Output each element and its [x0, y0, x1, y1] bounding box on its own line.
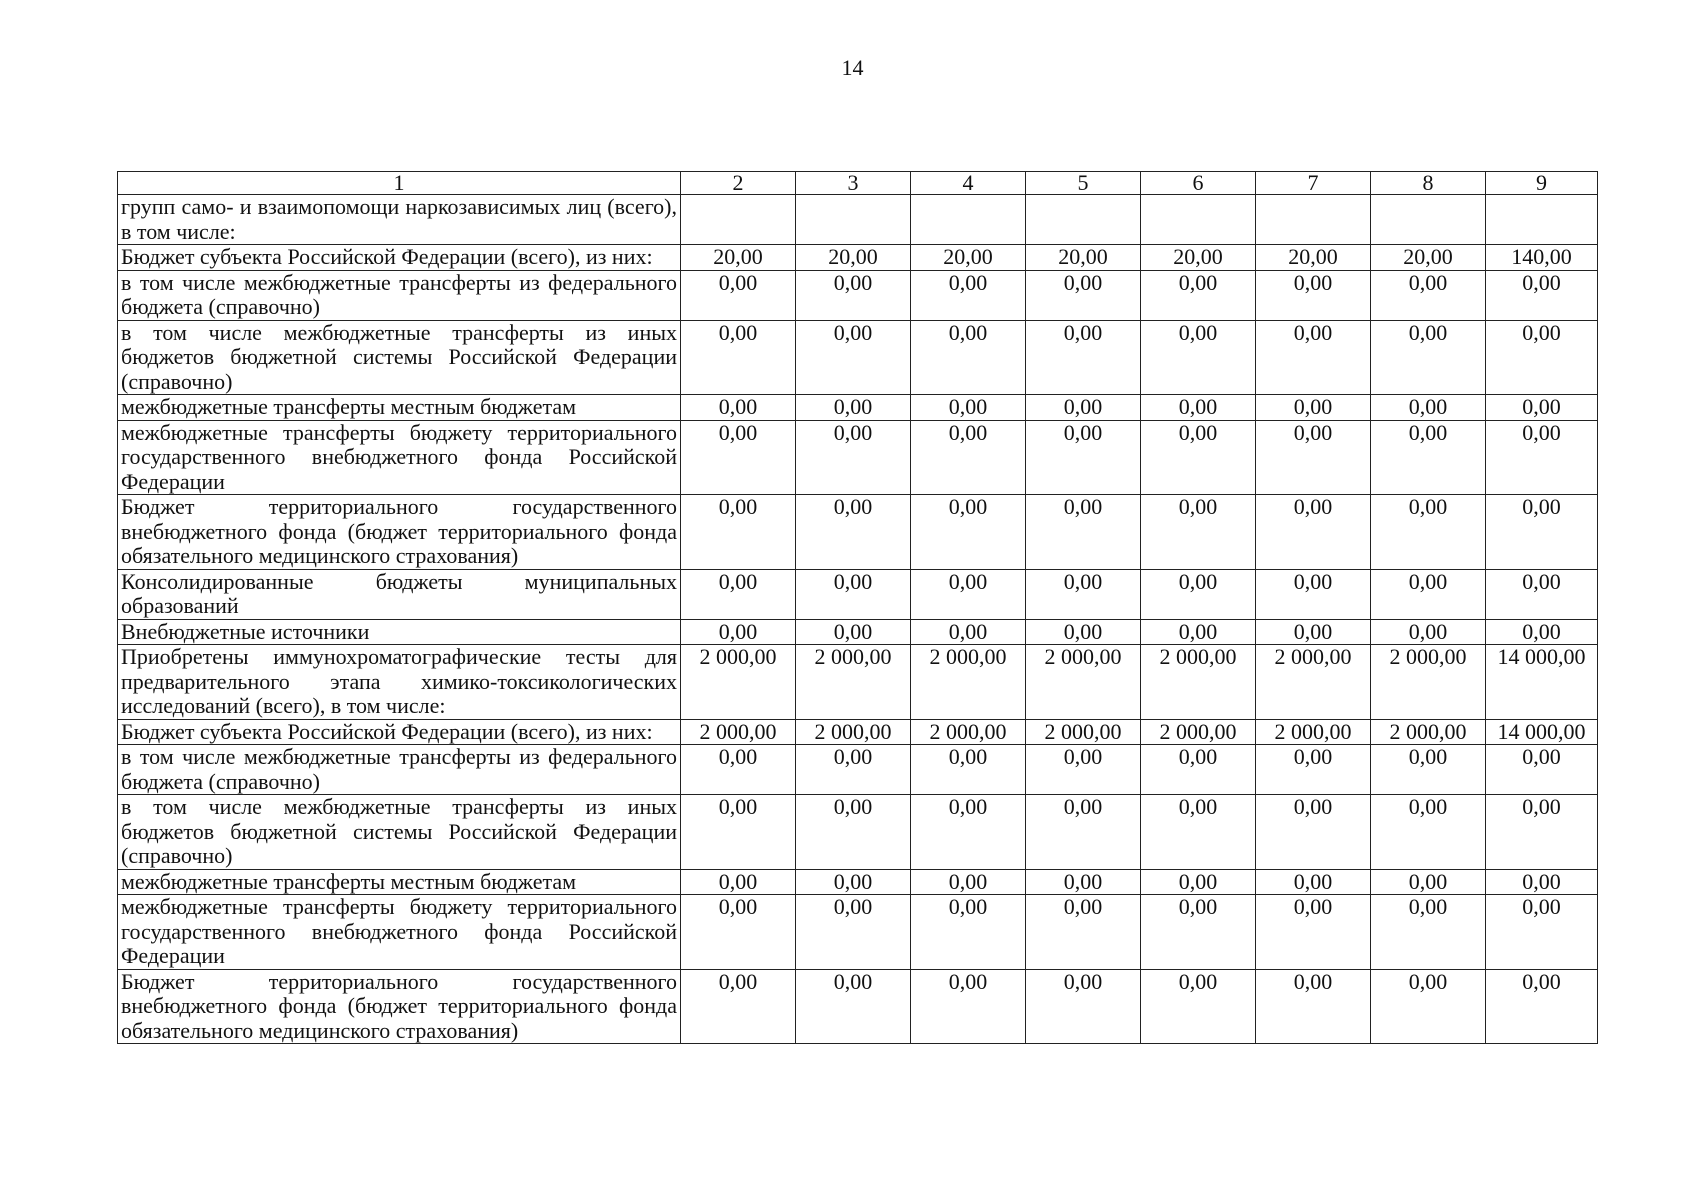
row-value: 0,00 — [796, 869, 911, 895]
row-value: 0,00 — [681, 495, 796, 570]
row-value: 0,00 — [1256, 869, 1371, 895]
row-value — [1026, 195, 1141, 245]
row-value: 0,00 — [911, 270, 1026, 320]
row-label: в том числе межбюджетные трансферты из иных бюджетов бюджетной системы Российской Федерации (справочно) — [118, 320, 681, 395]
row-value — [796, 195, 911, 245]
row-value: 2 000,00 — [1026, 645, 1141, 720]
column-header: 9 — [1486, 172, 1598, 195]
row-value: 0,00 — [681, 395, 796, 421]
row-value: 20,00 — [1141, 245, 1256, 271]
row-value: 0,00 — [796, 969, 911, 1044]
row-value: 0,00 — [1371, 270, 1486, 320]
row-value: 20,00 — [1256, 245, 1371, 271]
table-row — [118, 969, 1598, 1044]
row-value: 2 000,00 — [1026, 719, 1141, 745]
row-value: 0,00 — [1026, 270, 1141, 320]
table-row — [118, 395, 1598, 421]
row-value: 2 000,00 — [1371, 719, 1486, 745]
row-value: 0,00 — [1256, 270, 1371, 320]
row-label: межбюджетные трансферты местным бюджетам — [118, 395, 681, 421]
column-header: 7 — [1256, 172, 1371, 195]
row-value: 0,00 — [1256, 619, 1371, 645]
row-value: 0,00 — [1486, 495, 1598, 570]
row-value: 0,00 — [911, 795, 1026, 870]
row-value: 2 000,00 — [1141, 645, 1256, 720]
row-value: 0,00 — [911, 895, 1026, 970]
row-value: 0,00 — [1141, 969, 1256, 1044]
row-label: Бюджет субъекта Российской Федерации (всего), из них: — [118, 245, 681, 271]
row-value: 20,00 — [796, 245, 911, 271]
row-value: 0,00 — [1256, 395, 1371, 421]
column-header: 6 — [1141, 172, 1256, 195]
row-value: 2 000,00 — [681, 719, 796, 745]
row-value: 0,00 — [1256, 569, 1371, 619]
row-value: 0,00 — [1026, 420, 1141, 495]
table-header-row — [118, 172, 1598, 195]
row-value: 14 000,00 — [1486, 645, 1598, 720]
row-value: 0,00 — [1026, 869, 1141, 895]
row-value: 0,00 — [1256, 495, 1371, 570]
row-label: Бюджет территориального государственного внебюджетного фонда (бюджет территориального фонда обязательного медицинского страхования) — [118, 969, 681, 1044]
column-header: 4 — [911, 172, 1026, 195]
row-value: 0,00 — [1486, 619, 1598, 645]
row-value: 0,00 — [681, 745, 796, 795]
row-value: 0,00 — [1256, 745, 1371, 795]
row-value: 2 000,00 — [796, 645, 911, 720]
row-value: 0,00 — [1026, 795, 1141, 870]
row-label: групп само- и взаимопомощи наркозависимых лиц (всего), в том числе: — [118, 195, 681, 245]
row-value: 0,00 — [796, 270, 911, 320]
row-value: 0,00 — [1256, 895, 1371, 970]
row-value: 0,00 — [1141, 795, 1256, 870]
row-value: 0,00 — [1371, 395, 1486, 421]
column-header: 5 — [1026, 172, 1141, 195]
row-value: 0,00 — [681, 270, 796, 320]
column-header: 3 — [796, 172, 911, 195]
budget-table — [117, 171, 1598, 1044]
row-value: 0,00 — [1486, 969, 1598, 1044]
row-value: 2 000,00 — [1371, 645, 1486, 720]
row-value: 0,00 — [1256, 795, 1371, 870]
row-value: 0,00 — [911, 569, 1026, 619]
row-value: 20,00 — [1026, 245, 1141, 271]
row-value: 0,00 — [1371, 745, 1486, 795]
table-row — [118, 320, 1598, 395]
row-value: 2 000,00 — [1141, 719, 1256, 745]
row-value: 0,00 — [796, 795, 911, 870]
table-row — [118, 270, 1598, 320]
row-value: 0,00 — [1141, 420, 1256, 495]
row-value: 20,00 — [911, 245, 1026, 271]
row-value: 0,00 — [1371, 895, 1486, 970]
row-value: 0,00 — [1026, 895, 1141, 970]
table-row — [118, 495, 1598, 570]
table-row — [118, 619, 1598, 645]
row-value: 0,00 — [1256, 320, 1371, 395]
row-value: 0,00 — [796, 569, 911, 619]
column-header: 1 — [118, 172, 681, 195]
row-value: 0,00 — [1371, 619, 1486, 645]
row-label: Бюджет субъекта Российской Федерации (всего), из них: — [118, 719, 681, 745]
row-label: межбюджетные трансферты бюджету территориального государственного внебюджетного фонда Российской Федерации — [118, 420, 681, 495]
table-row — [118, 245, 1598, 271]
table-row — [118, 745, 1598, 795]
row-value: 0,00 — [681, 619, 796, 645]
row-value: 0,00 — [1486, 320, 1598, 395]
table-row — [118, 895, 1598, 970]
row-value: 0,00 — [1371, 495, 1486, 570]
row-value: 0,00 — [911, 420, 1026, 495]
row-value — [1141, 195, 1256, 245]
row-value: 2 000,00 — [1256, 645, 1371, 720]
row-value: 0,00 — [1486, 270, 1598, 320]
row-value: 0,00 — [1141, 619, 1256, 645]
row-value: 0,00 — [681, 895, 796, 970]
row-value: 0,00 — [1371, 569, 1486, 619]
row-value: 0,00 — [911, 619, 1026, 645]
row-value: 0,00 — [1141, 869, 1256, 895]
row-value: 0,00 — [1371, 420, 1486, 495]
row-value: 0,00 — [1026, 395, 1141, 421]
row-value: 2 000,00 — [796, 719, 911, 745]
row-value: 0,00 — [1486, 895, 1598, 970]
page-number: 14 — [841, 55, 864, 80]
row-value: 0,00 — [1486, 795, 1598, 870]
row-value: 0,00 — [1026, 320, 1141, 395]
row-value: 0,00 — [796, 745, 911, 795]
row-value: 2 000,00 — [911, 719, 1026, 745]
row-label: в том числе межбюджетные трансферты из федерального бюджета (справочно) — [118, 270, 681, 320]
row-value: 0,00 — [1026, 969, 1141, 1044]
row-value: 0,00 — [911, 395, 1026, 421]
row-value: 0,00 — [796, 420, 911, 495]
row-value — [911, 195, 1026, 245]
table-row — [118, 795, 1598, 870]
row-value — [1371, 195, 1486, 245]
row-value: 0,00 — [681, 569, 796, 619]
row-value — [681, 195, 796, 245]
row-value: 0,00 — [1026, 569, 1141, 619]
table-row — [118, 869, 1598, 895]
row-value: 0,00 — [1026, 745, 1141, 795]
row-value: 0,00 — [1371, 320, 1486, 395]
row-value: 0,00 — [1371, 869, 1486, 895]
row-value: 2 000,00 — [681, 645, 796, 720]
column-header: 2 — [681, 172, 796, 195]
row-value: 0,00 — [911, 869, 1026, 895]
row-value: 0,00 — [681, 795, 796, 870]
row-value: 0,00 — [911, 495, 1026, 570]
row-value: 0,00 — [1141, 495, 1256, 570]
row-value: 0,00 — [796, 619, 911, 645]
row-value: 0,00 — [1486, 420, 1598, 495]
row-label: Бюджет территориального государственного внебюджетного фонда (бюджет территориального фонда обязательного медицинского страхования) — [118, 495, 681, 570]
row-value: 0,00 — [1141, 569, 1256, 619]
row-value: 14 000,00 — [1486, 719, 1598, 745]
row-value: 0,00 — [1486, 395, 1598, 421]
row-value: 0,00 — [1486, 869, 1598, 895]
row-value: 0,00 — [1141, 320, 1256, 395]
row-value: 2 000,00 — [1256, 719, 1371, 745]
row-label: в том числе межбюджетные трансферты из иных бюджетов бюджетной системы Российской Федерации (справочно) — [118, 795, 681, 870]
row-label: межбюджетные трансферты бюджету территориального государственного внебюджетного фонда Российской Федерации — [118, 895, 681, 970]
row-value: 140,00 — [1486, 245, 1598, 271]
row-value: 0,00 — [681, 869, 796, 895]
row-label: в том числе межбюджетные трансферты из федерального бюджета (справочно) — [118, 745, 681, 795]
row-value: 0,00 — [1026, 495, 1141, 570]
row-value: 0,00 — [911, 320, 1026, 395]
row-value: 0,00 — [911, 969, 1026, 1044]
row-value: 20,00 — [681, 245, 796, 271]
column-header: 8 — [1371, 172, 1486, 195]
row-value: 0,00 — [681, 320, 796, 395]
row-value: 0,00 — [1371, 969, 1486, 1044]
table-row — [118, 420, 1598, 495]
row-label: межбюджетные трансферты местным бюджетам — [118, 869, 681, 895]
row-label: Консолидированные бюджеты муниципальных образований — [118, 569, 681, 619]
row-value: 0,00 — [1486, 745, 1598, 795]
table-row — [118, 195, 1598, 245]
row-value: 0,00 — [796, 320, 911, 395]
row-value: 20,00 — [1371, 245, 1486, 271]
row-value: 0,00 — [1141, 270, 1256, 320]
row-value — [1256, 195, 1371, 245]
row-value: 0,00 — [796, 495, 911, 570]
row-value: 0,00 — [1486, 569, 1598, 619]
row-value — [1486, 195, 1598, 245]
table-row — [118, 719, 1598, 745]
row-value: 0,00 — [1141, 395, 1256, 421]
row-label: Приобретены иммунохроматографические тесты для предварительного этапа химико-токсикологических исследований (всего), в том числе: — [118, 645, 681, 720]
row-value: 0,00 — [1256, 420, 1371, 495]
row-value: 0,00 — [1026, 619, 1141, 645]
row-value: 0,00 — [911, 745, 1026, 795]
table-row — [118, 569, 1598, 619]
row-value: 0,00 — [796, 395, 911, 421]
row-value: 0,00 — [681, 420, 796, 495]
row-value: 2 000,00 — [911, 645, 1026, 720]
row-value: 0,00 — [1141, 895, 1256, 970]
row-value: 0,00 — [681, 969, 796, 1044]
row-value: 0,00 — [796, 895, 911, 970]
row-value: 0,00 — [1141, 745, 1256, 795]
row-value: 0,00 — [1256, 969, 1371, 1044]
row-label: Внебюджетные источники — [118, 619, 681, 645]
table-row — [118, 645, 1598, 720]
row-value: 0,00 — [1371, 795, 1486, 870]
